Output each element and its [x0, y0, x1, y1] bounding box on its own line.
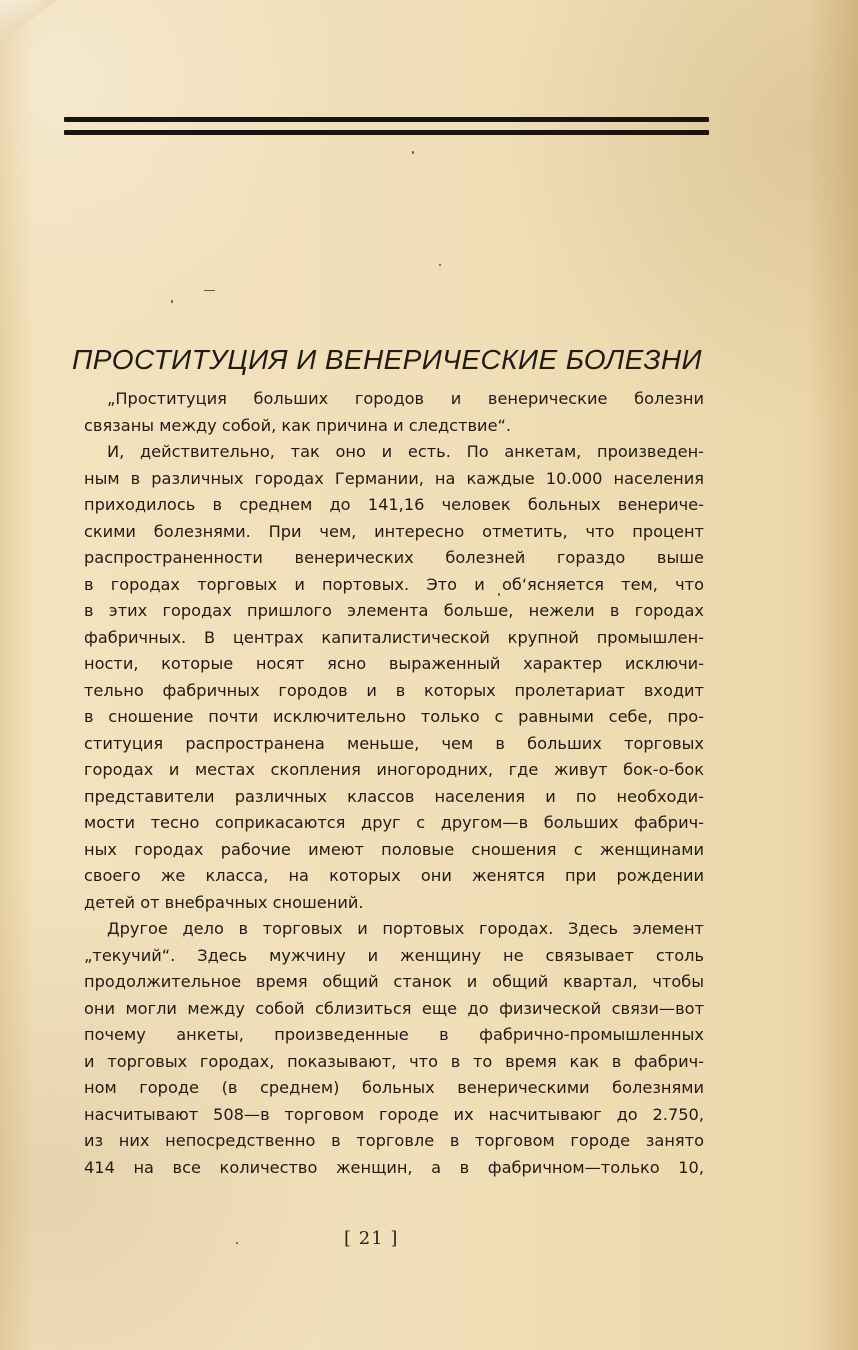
text-line: своего же класса, на которых они женятся при рождении [84, 866, 704, 885]
text-line: из них непосредственно в торговле в торговом городе занято [84, 1131, 704, 1150]
text-line: насчитывают 508—в торговом городе их насчитываюг до 2.750, [84, 1104, 704, 1124]
top-rule-lower [64, 130, 709, 135]
text-line: ном городе (в среднем) больных венерическими болезнями [84, 1078, 704, 1097]
text-line: приходилось в среднем до 141,16 человек больных венериче- [84, 495, 704, 514]
text-line: „Проституция больших городов и венерические болезни [107, 389, 704, 408]
text-line: представители различных классов населения и по необходи- [84, 786, 704, 806]
text-line: в этих городах пришлого элемента больше, нежели в городах [84, 601, 704, 620]
text-line: тельно фабричных городов и в которых пролетариат входит [84, 680, 704, 700]
text-line: ным в различных городах Германии, на каждые 10.000 населения [84, 468, 704, 488]
paper-speck [439, 264, 441, 266]
page-title: ПРОСТИТУЦИЯ И ВЕНЕРИЧЕСКИЕ БОЛЕЗНИ [72, 344, 702, 375]
text-line: скими болезнями. При чем, интересно отметить, что процент [84, 521, 704, 541]
text-line: И, действительно, так оно и есть. По анкетам, произведен- [107, 442, 704, 461]
text-line: продолжительное время общий станок и общий квартал, чтобы [84, 972, 704, 991]
text-line: городах и местах скопления иногородних, где живут бок-о-бок [84, 760, 704, 779]
paper-speck [171, 300, 173, 303]
torn-corner [0, 0, 58, 42]
text-line: ных городах рабочие имеют половые сношения с женщинами [84, 839, 704, 859]
page-number: [ 21 ] [344, 1228, 399, 1249]
text-line: в сношение почти исключительно только с равными себе, про- [84, 707, 704, 726]
text-line: фабричных. В центрах капиталистической крупной промышлен- [84, 627, 704, 647]
text-line: детей от внебрачных сношений. [84, 892, 364, 912]
text-line: мости тесно соприкасаются друг с другом—в больших фабрич- [84, 813, 704, 832]
text-line: они могли между собой сблизиться еще до физической связи—вот [84, 998, 704, 1018]
paper-speck [204, 290, 215, 291]
text-line: распространенности венерических болезней гораздо выше [84, 548, 704, 567]
text-line: Другое дело в торговых и портовых городах. Здесь элемент [107, 919, 704, 938]
text-line: связаны между собой, как причина и следствие“. [84, 415, 512, 435]
text-line: ституция распространена меньше, чем в больших торговых [84, 733, 704, 753]
text-line: в городах торговых и портовых. Это и об‘ясняется тем, что [84, 574, 704, 594]
text-line: и торговых городах, показывают, что в то время как в фабрич- [84, 1051, 704, 1071]
text-line: „текучий“. Здесь мужчину и женщину не связывает столь [84, 945, 704, 965]
top-rule-upper [64, 117, 709, 122]
body-text [84, 386, 704, 1181]
text-line: 414 на все количество женщин, а в фабричном—только 10, [84, 1157, 704, 1177]
text-line: почему анкеты, произведенные в фабрично-промышленных [84, 1025, 704, 1044]
text-line: ности, которые носят ясно выраженный характер исключи- [84, 654, 704, 673]
paper-speck [236, 1242, 238, 1244]
paper-speck [412, 151, 414, 154]
